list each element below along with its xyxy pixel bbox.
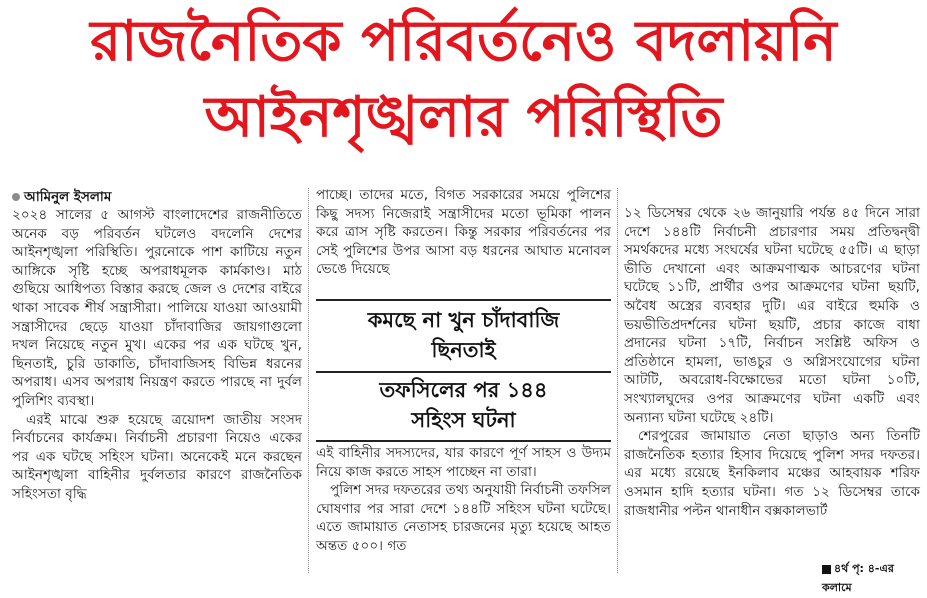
square-bullet-icon xyxy=(822,565,831,574)
column-divider-1 xyxy=(308,188,309,573)
paragraph: ২০২৪ সালের ৫ আগস্ট বাংলাদেশের রাজনীতিতে অনেক বড় পরিবর্তন ঘটলেও বদলেনি দেশের আইনশৃঙ্খলা পরিস্থিতি। পুরনোকে পাশ কাটিয়ে নতুন আঙ্গিকে সৃষ্টি হচ্ছে অপরাধমূলক কার্মকাণ্ড। মাঠ গুছিয়ে আধিপত্য বিস্তার করছে জেল ও দেশের বাইরে থাকা সাবেক শীর্ষ সন্ত্রাসীরা। পালিয়ে যাওয়া আওয়ামী সন্ত্রাসীদের ছেড়ে যাওয়া চাঁদাবাজির জায়গাগুলো দখল নিয়েছে নতুন মুখ। একের পর এক ঘটছে খুন, ছিনতাই, চুরি ডাকাতি, চাঁদাবাজিসহ বিভিন্ন ধরনের অপরাধ। এসব অপরাধ নিয়ন্ত্রণ করতে পারছে না দুর্বল পুলিশিং ব্যবস্থা। xyxy=(12,207,302,409)
paragraph: শেরপুরের জামায়াত নেতা ছাড়াও অন্য তিনটি রাজনৈতিক হত্যার হিসাব দিয়েছে পুলিশ সদর দফতর। এর মধ্যে রয়েছে ইনকিলাব মঞ্চের আহবায়ক শরিফ ওসমান হাদি হত্যার ঘটনা। গত ১২ ডিসেম্বর তাকে রাজধানীর পল্টন থানাধীন বক্সকালভার্ট xyxy=(624,428,920,519)
paragraph: এই বাহিনীর সদস্যদের, যার কারণে পূর্ণ সাহস ও উদ্যম নিয়ে কাজ করতে সাহস পাচ্ছেন না তারা। xyxy=(316,445,611,480)
pull-quote-1-line-1: কমছে না খুন চাঁদাবাজি xyxy=(367,308,560,332)
pull-quote-1 xyxy=(316,299,611,373)
article-column-1 xyxy=(12,206,302,504)
pull-quote-2-line-2: সহিংস ঘটনা xyxy=(411,408,516,432)
pull-quote-2-line-1: তফসিলের পর ১৪৪ xyxy=(379,378,548,402)
article-column-3 xyxy=(624,204,920,520)
headline-line-1: রাজনৈতিক পরিবর্তনেও বদলায়নি xyxy=(90,9,837,74)
pull-quote-2 xyxy=(316,372,611,442)
headline xyxy=(0,4,927,156)
byline-author: আমিনুল ইসলাম xyxy=(24,189,112,205)
pull-quote-1-line-2: ছিনতাই xyxy=(431,338,496,362)
jump-text: ৪র্থ পৃ: ৪-এর কলামে xyxy=(822,562,894,594)
article-column-2 xyxy=(316,186,611,279)
paragraph: এরই মাঝে শুরু হয়েছে ত্রয়োদশ জাতীয় সংসদ নির্বাচনের কার্যক্রম। নির্বাচনী প্রচারণা নিয়েও একের পর এক ঘটছে সহিংস ঘটনা। অনেকেই মনে করছেন আইনশৃঙ্খলা বাহিনীর দুর্বলতার কারণে রাজনৈতিক সহিংসতা বৃদ্ধি xyxy=(12,411,302,502)
headline-line-2: আইনশৃঙ্খলার পরিস্থিতি xyxy=(204,85,723,150)
paragraph: পাচ্ছে। তাদের মতে, বিগত সরকারের সময়ে পুলিশের কিছু সদস্য নিজেরাই সন্ত্রাসীদের মতো ভূমিকা পালন করে ত্রাস সৃষ্টি করতেন। কিন্তু সরকার পরিবর্তনের পর সেই পুলিশের উপর আসা বড় ধরনের আঘাত মনোবল ভেঙে দিয়েছে xyxy=(316,187,611,278)
column-divider-2 xyxy=(617,188,618,573)
article-column-2-continued xyxy=(316,444,611,556)
bullet-dot-icon xyxy=(12,193,20,201)
paragraph: পুলিশ সদর দফতরের তথ্য অনুযায়ী নির্বাচনী তফসিল ঘোষণার পর সারা দেশে ১৪৪টি সহিংস ঘটনা ঘটেছে। এতে জামায়াত নেতাসহ চারজনের মৃত্যু হয়েছে আহত অন্তত ৫০০। গত xyxy=(316,482,611,554)
continuation-jump-line xyxy=(822,560,927,598)
paragraph: ১২ ডিসেম্বর থেকে ২৬ জানুয়ারি পর্যন্ত ৪৫ দিনে সারা দেশে ১৪৪টি নির্বাচনী প্রচারণার সময় প্রতিদ্বন্দ্বী সমর্থকদের মধ্যে সংঘর্ষের ঘটনা ঘটেছে ৫৫টি। এ ছাড়া ভীতি দেখানো এবং আক্রমণাত্মক আচরণের ঘটনা ঘটেছে ১১টি, প্রার্থীর ওপর আক্রমণের ঘটনা ছয়টি, অবৈধ অস্ত্রের ব্যবহার দুটি। এর বাইরে হুমকি ও ভয়ভীতিপ্রদর্শনের ঘটনা ছয়টি, প্রচার কাজে বাধা প্রদানের ঘটনা ১৭টি, নির্বাচন সংশ্লিষ্ট অফিস ও প্রতিষ্ঠানে হামলা, ভাঙচুর ও অগ্নিসংযোগের ঘটনা আটটি, অবরোধ-বিক্ষোভের মতো ঘটনা ১০টি, সংখ্যালঘুদের ওপর আক্রমণের ঘটনা একটি এবং অন্যান্য ঘটনা ঘটেছে ২৪টি। xyxy=(624,205,920,426)
